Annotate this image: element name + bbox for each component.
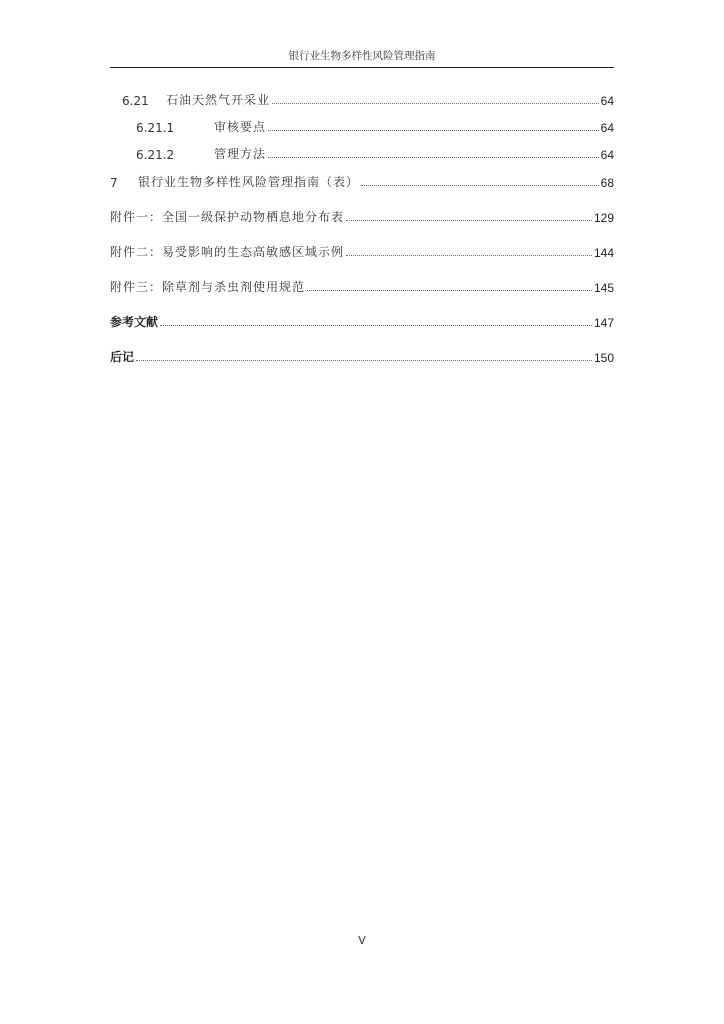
dot-leader — [268, 130, 599, 131]
toc-entry-page: 150 — [593, 351, 614, 365]
dot-leader — [361, 185, 599, 186]
toc-entry-page: 64 — [600, 148, 614, 162]
toc-entry-page: 144 — [593, 246, 614, 260]
toc-entry-page: 145 — [593, 281, 614, 295]
dot-leader — [268, 157, 599, 158]
toc-entry-6-21[interactable] — [110, 88, 614, 108]
dot-leader — [160, 325, 592, 326]
toc-entry-number: 6.21.1 — [136, 121, 175, 135]
toc-entry-page: 129 — [593, 211, 614, 225]
toc-entry-title: 银行业生物多样性风险管理指南（表） — [138, 175, 360, 189]
header-rule — [110, 67, 614, 68]
dot-leader — [346, 220, 592, 221]
toc-entry-6-21-1[interactable] — [110, 115, 614, 135]
dot-leader — [272, 103, 599, 104]
toc-entry-title: 石油天然气开采业 — [166, 93, 271, 107]
page-number: V — [358, 934, 366, 947]
toc-entry-appendix-3[interactable] — [110, 275, 614, 295]
toc-entry-page: 64 — [600, 94, 614, 108]
toc-entry-title: 附件一：全国一级保护动物栖息地分布表 — [110, 210, 345, 224]
dot-leader — [346, 255, 592, 256]
toc-entry-number: 7 — [110, 176, 118, 190]
toc-entry-7[interactable] — [110, 170, 614, 190]
toc-entry-title: 管理方法 — [214, 147, 267, 161]
toc-entry-appendix-2[interactable] — [110, 240, 614, 260]
running-header: 银行业生物多样性风险管理指南 — [288, 50, 436, 62]
toc-entry-title: 审核要点 — [214, 120, 267, 134]
dot-leader — [136, 360, 592, 361]
toc-entry-references[interactable] — [110, 310, 614, 330]
toc-entry-6-21-2[interactable] — [110, 142, 614, 162]
dot-leader — [307, 290, 592, 291]
toc-entry-postscript[interactable] — [110, 345, 614, 365]
toc-entry-number: 6.21.2 — [136, 148, 175, 162]
toc-entry-title: 附件三：除草剂与杀虫剂使用规范 — [110, 280, 306, 294]
toc-entry-title: 参考文献 — [110, 315, 159, 329]
toc-entry-number: 6.21 — [122, 94, 149, 108]
toc-entry-appendix-1[interactable] — [110, 205, 614, 225]
toc-entry-page: 64 — [600, 121, 614, 135]
toc-entry-page: 68 — [600, 176, 614, 190]
toc-entry-page: 147 — [593, 316, 614, 330]
toc-entry-title: 后记 — [110, 350, 135, 364]
toc-entry-title: 附件二：易受影响的生态高敏感区域示例 — [110, 245, 345, 259]
